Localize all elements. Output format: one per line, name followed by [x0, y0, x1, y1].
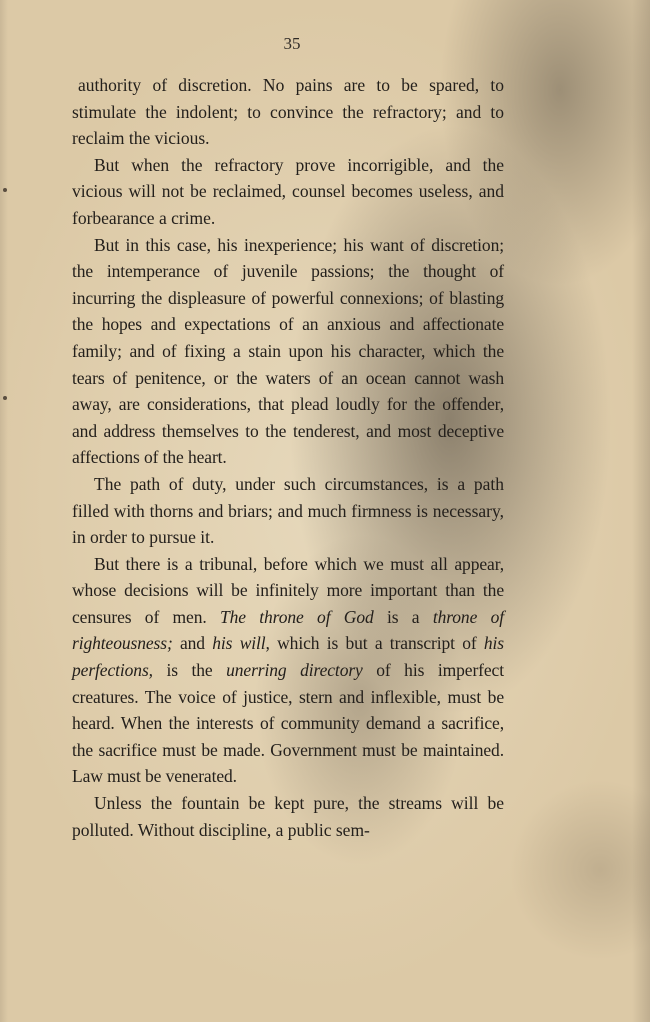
paragraph-4: The path of duty, under such circumstances, is a path filled with thorns and briars; and much firmness is necessary, in order to pursue it.	[72, 473, 504, 548]
paragraph-5-text-6: of his imperfect creatures. The voice of justice, stern and inflexible, must be heard. When the interests of community demand a sacrifice, the sacrifice must be made. Government must be maintained. Law must be venerated.	[72, 660, 504, 787]
body-text	[72, 72, 504, 843]
paragraph-5-text-4: which is but a transcript of	[269, 633, 484, 654]
paragraph-5-text-5: is the	[152, 660, 227, 681]
italic-his-will: his will,	[212, 633, 270, 654]
paragraph-1: authority of discretion. No pains are to be spared, to stimulate the indolent; to convince the refractory; and to reclaim the vicious.	[72, 75, 504, 149]
paragraph-3: But in this case, his inexperience; his want of discretion; the intemperance of juvenile passions; the thought of incurring the displeasure of powerful connexions; of blasting the hopes and expectations of an anxious and affectionate family; and of fixing a stain upon his character, which the tears of penitence, or the waters of an ocean cannot wash away, are considerations, that plead loudly for the offender, and address themselves to the tenderest, and most deceptive affections of the heart.	[72, 234, 504, 468]
paragraph-5-text-2: is a	[373, 606, 433, 627]
italic-unerring-directory: unerring directory	[226, 660, 363, 681]
italic-throne-of-righteousness: throne of righteousness;	[72, 606, 505, 654]
page-right-edge	[632, 0, 650, 1022]
margin-mark	[3, 396, 7, 400]
paragraph-6: Unless the fountain be kept pure, the streams will be polluted. Without discipline, a public sem-	[72, 793, 504, 840]
page-number: 35	[283, 34, 301, 53]
paragraph-5	[72, 551, 504, 790]
italic-his-perfections: his perfections,	[72, 633, 504, 681]
italic-throne-of-god: The throne of God	[219, 606, 374, 627]
paragraph-2: But when the refractory prove incorrigible, and the vicious will not be reclaimed, counsel becomes useless, and forbearance a crime.	[72, 154, 504, 228]
paragraph-5-text-1: But there is a tribunal, before which we must all appear, whose decisions will be infinitely more important than the censures of men.	[72, 553, 504, 627]
page-left-edge	[0, 0, 8, 1022]
margin-mark	[3, 188, 7, 192]
paragraph-5-text-3: and	[172, 633, 213, 654]
